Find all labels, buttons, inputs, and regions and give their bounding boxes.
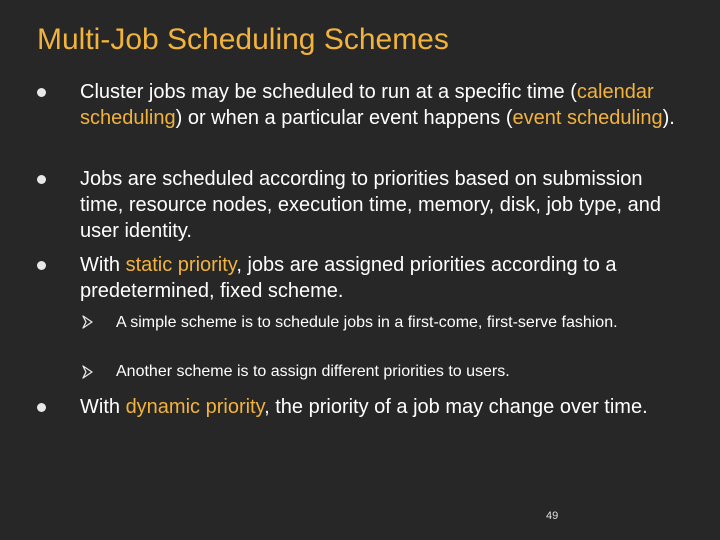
bullet-1-text-b: ) or when a particular event happens ( [175,107,513,129]
bullet-2: Jobs are scheduled according to priorities based on submission time, resource nodes, execution time, memory, disk, job type, and user identity. [80,168,662,242]
bullet-dot-icon [37,175,46,184]
bullet-1 [80,79,690,131]
sub-bullet-1: A simple scheme is to schedule jobs in a first-come, first-serve fashion. [116,314,618,331]
bullet-4-text-a: With [80,396,126,418]
arrow-bullet-icon [80,315,94,329]
bullet-4 [80,394,690,420]
bullet-3 [80,252,690,304]
arrow-bullet-icon [80,365,94,379]
sub-bullet-2: Another scheme is to assign different priorities to users. [116,363,510,380]
highlight-event-scheduling: event scheduling [512,107,663,129]
bullet-dot-icon [37,403,46,412]
bullet-3-text-b: , jobs are assigned priorities according to a predetermined, fixed scheme. [80,254,617,302]
bullet-4-text-b: , the priority of a job may change over time. [264,396,648,418]
highlight-calendar-scheduling: calendar scheduling [80,81,654,129]
bullet-dot-icon [37,261,46,270]
highlight-dynamic-priority: dynamic priority [125,396,265,418]
bullet-3-text-a: With [80,254,126,276]
slide-title: Multi-Job Scheduling Schemes [37,23,449,56]
highlight-static-priority: static priority [125,254,237,276]
bullet-dot-icon [37,88,46,97]
page-number: 49 [546,510,559,522]
bullet-1-text-c: ). [662,107,675,129]
bullet-1-text-a: Cluster jobs may be scheduled to run at a specific time ( [80,81,577,103]
